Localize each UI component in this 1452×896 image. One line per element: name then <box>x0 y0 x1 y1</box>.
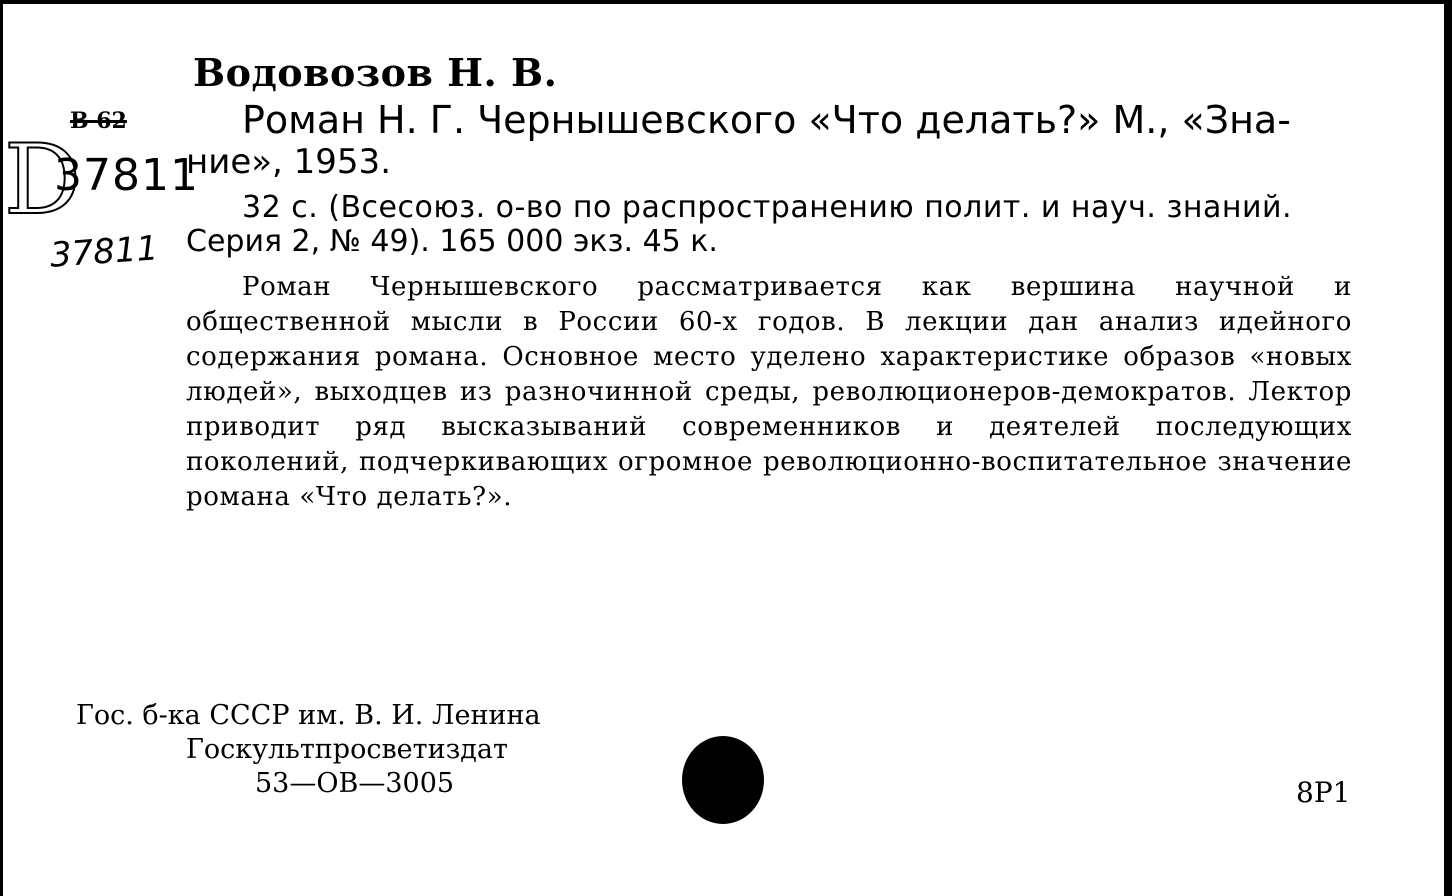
card-left-edge <box>0 0 3 896</box>
library-name: Гос. б-ка СССР им. В. И. Ленина <box>76 700 541 731</box>
handwritten-shelfmark: 37811 <box>48 228 160 276</box>
card-punch-hole <box>682 736 764 824</box>
card-author: Водовозов Н. В. <box>193 50 558 95</box>
card-top-edge <box>0 0 1452 4</box>
card-collation-line-1: 32 с. (Всесоюз. о-во по распространению полит. и науч. знаний. <box>242 190 1293 225</box>
print-order-number: 53—ОВ—3005 <box>255 768 455 799</box>
old-shelfmark: В 62 <box>70 108 127 134</box>
card-annotation <box>186 270 1352 515</box>
card-right-edge <box>1444 0 1452 896</box>
publisher-name: Госкультпросветиздат <box>186 734 508 765</box>
card-title-line-1: Роман Н. Г. Чернышевского «Что делать?» М., «Зна- <box>242 98 1291 142</box>
card-collation-line-2: Серия 2, № 49). 165 000 экз. 45 к. <box>186 224 718 259</box>
shelfmark-letter: D <box>4 124 81 236</box>
card-title-line-2: ние», 1953. <box>186 142 391 182</box>
annotation-text: Роман Чернышевского рассматривается как вершина научной и общественной мысли в России 60-х годов. В лекции дан анализ идейного содержания романа. Основное место уделено характеристике образов «новых людей», выходцев из разночинной среды, революционеров-демократов. Лектор приводит ряд высказываний современников и деятелей последующих поколений, подчеркивающих огромное революционно-воспитательное значение романа «Что делать?». <box>186 272 1352 512</box>
classification-code: 8Р1 <box>1296 776 1351 809</box>
shelfmark-number: 37811 <box>54 150 199 201</box>
